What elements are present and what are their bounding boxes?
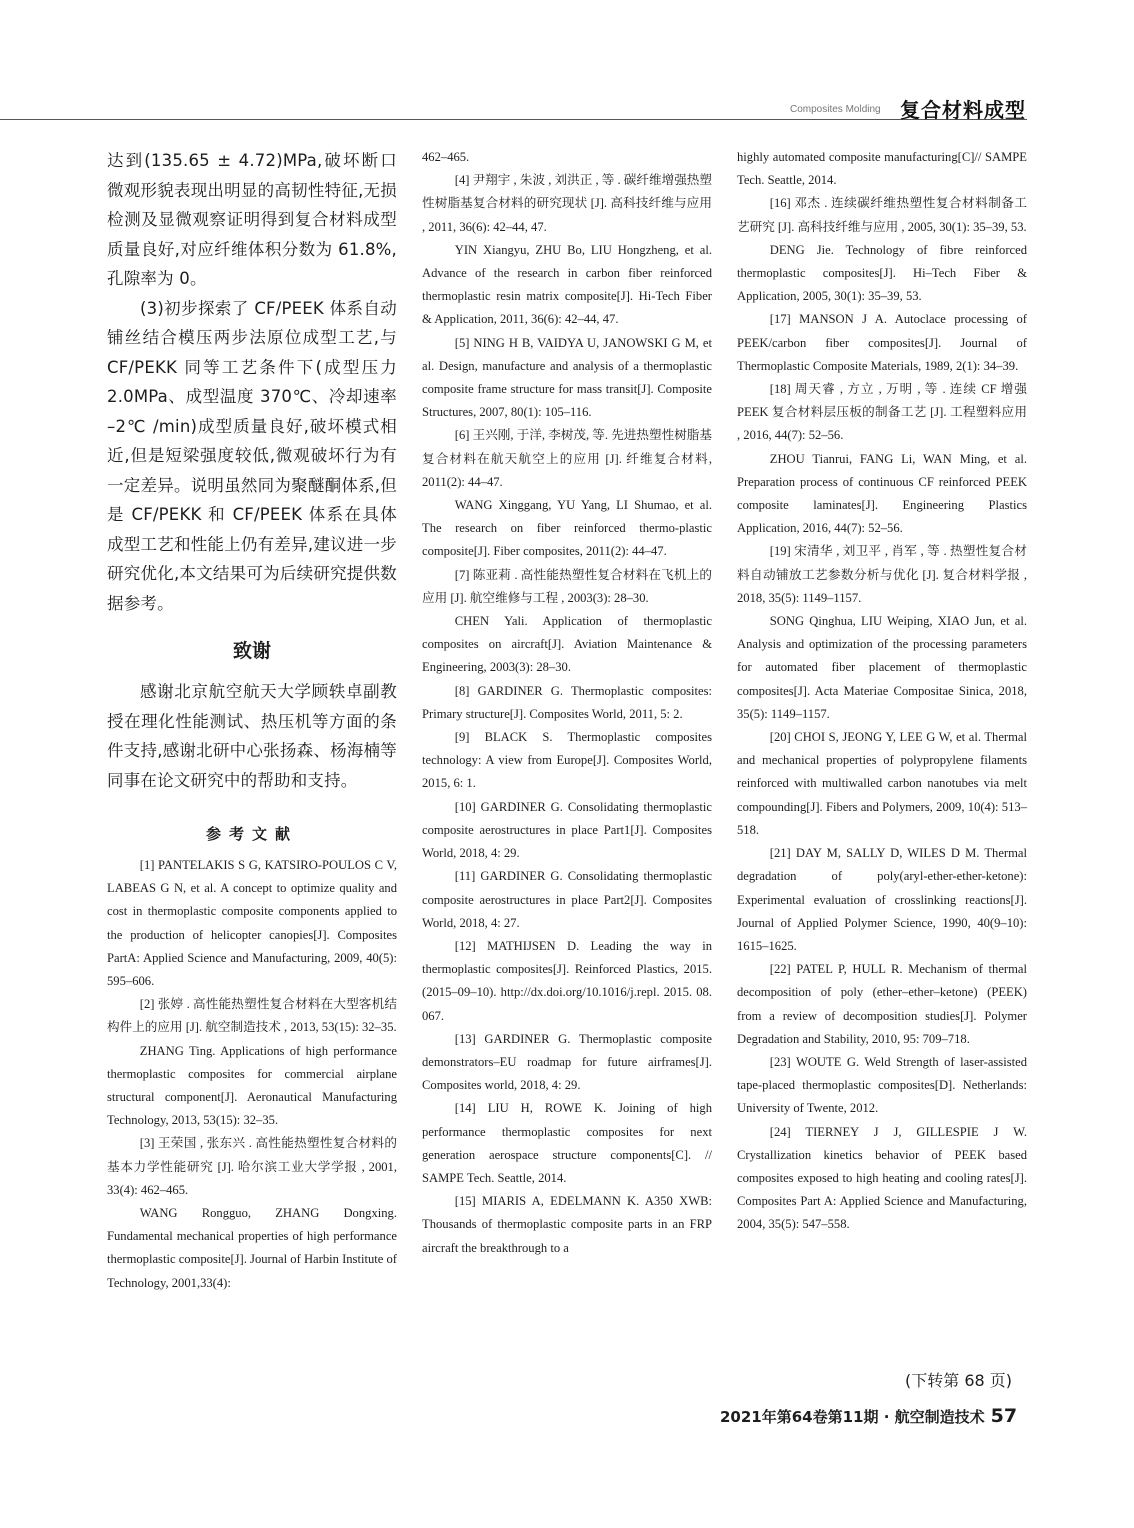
reference-entry: ZHANG Ting. Applications of high performance thermoplastic composites for commercial airplane structural component[J]. Aeronautical Manufacturing Technology, 2013, 53(15): 32–35. (107, 1043, 397, 1128)
reference-entry: [20] CHOI S, JEONG Y, LEE G W, et al. Thermal and mechanical properties of polypropylene filaments reinforced with multiwalled carbon nanotubes via melt compounding[J]. Fibers and Polymers, 2009, 10(4): 513–518. (737, 730, 1027, 837)
reference-entry: [14] LIU H, ROWE K. Joining of high performance thermoplastic composites for next generation aerospace structure components[C]. // SAMPE Tech. Seattle, 2014. (422, 1101, 712, 1185)
reference-entry: [19] 宋清华 , 刘卫平 , 肖军 , 等 . 热塑性复合材料自动铺放工艺参数分析与优化 [J]. 复合材料学报 , 2018, 35(5): 1149–1157. (737, 544, 1027, 605)
journal-name-en: Composites Molding (790, 104, 881, 115)
reference-entry: DENG Jie. Technology of fibre reinforced thermoplastic composites[J]. Hi–Tech Fiber & Application, 2005, 30(1): 35–39, 53. (737, 242, 1027, 304)
reference-entry: [2] 张婷 . 高性能热塑性复合材料在大型客机结构件上的应用 [J]. 航空制造技术 , 2013, 53(15): 32–35. (107, 997, 397, 1035)
page-number: 57 (990, 1405, 1018, 1427)
reference-entry: [5] NING H B, VAIDYA U, JANOWSKI G M, et al. Design, manufacture and analysis of a thermoplastic composite frame structure for mass transit[J]. Composite Structures, 2007, 80(1): 105–116. (422, 335, 712, 420)
column-2 (422, 146, 712, 1260)
reference-entry: [15] MIARIS A, EDELMANN K. A350 XWB: Thousands of thermoplastic composite parts in an FRP aircraft the breakthrough to a (422, 1194, 712, 1255)
reference-entry: [21] DAY M, SALLY D, WILES D M. Thermal degradation of poly(aryl-ether-ether-ketone): Experimental evaluation of crosslinking reactions[J]. Journal of Applied Polymer Science, 1990, 40(9–10): 1615–1625. (737, 846, 1027, 953)
reference-entry: 462–465. (422, 150, 470, 164)
conclusion-paragraph-2: (3)初步探索了 CF/PEEK 体系自动铺丝结合模压两步法原位成型工艺,与 CF/PEKK 同等工艺条件下(成型压力 2.0MPa、成型温度 370℃、冷却速率 –2℃ /min)成型质量良好,破坏模式相近,但是短梁强度较低,微观破坏行为有一定差异。说明虽然同为聚醚酮体系,但是 CF/PEKK 和 CF/PEEK 体系在具体成型工艺和性能上仍有差异,建议进一步研究优化,本文结果可为后续研究提供数据参考。 (107, 298, 397, 613)
reference-entry: highly automated composite manufacturing[C]// SAMPE Tech. Seattle, 2014. (737, 150, 1027, 188)
reference-entry: [3] 王荣国 , 张东兴 . 高性能热塑性复合材料的基本力学性能研究 [J]. 哈尔滨工业大学学报 , 2001, 33(4): 462–465. (107, 1136, 397, 1197)
reference-entry: [9] BLACK S. Thermoplastic composites technology: A view from Europe[J]. Composites World, 2015, 6: 1. (422, 730, 712, 791)
journal-name-cn: 复合材料成型 (900, 98, 1026, 122)
column-3 (737, 146, 1027, 1237)
reference-entry: [7] 陈亚莉 . 高性能热塑性复合材料在飞机上的应用 [J]. 航空维修与工程 , 2003(3): 28–30. (422, 567, 712, 605)
reference-entry: [13] GARDINER G. Thermoplastic composite demonstrators–EU roadmap for future airframes[J]. Composites world, 2018, 4: 29. (422, 1031, 712, 1093)
header-rule (0, 119, 1027, 120)
reference-entry: [16] 邓杰 . 连续碳纤维热塑性复合材料制备工艺研究 [J]. 高科技纤维与应用 , 2005, 30(1): 35–39, 53. (737, 196, 1027, 234)
reference-entry: [18] 周天睿 , 方立 , 万明 , 等 . 连续 CF 增强 PEEK 复合材料层压板的制备工艺 [J]. 工程塑料应用 , 2016, 44(7): 52–56. (737, 382, 1027, 443)
reference-entry: [24] TIERNEY J J, GILLESPIE J W. Crystallization kinetics behavior of PEEK based composites exposed to high heating and cooling rates[J]. Composites Part A: Applied Science and Manufacturing, 2004, 35(5): 547–558. (737, 1124, 1027, 1232)
reference-entry: WANG Rongguo, ZHANG Dongxing. Fundamental mechanical properties of high performance thermoplastic composite[J]. Journal of Harbin Institute of Technology, 2001,33(4): (107, 1206, 397, 1290)
reference-entry: [12] MATHIJSEN D. Leading the way in thermoplastic composites[J]. Reinforced Plastics, 2015.(2015–09–10). http://dx.doi.org/10.1016/j.repl. 2015. 08. 067. (422, 938, 712, 1023)
issue-info: 2021年第64卷第11期 · 航空制造技术 (720, 1408, 985, 1426)
reference-entry: [10] GARDINER G. Consolidating thermoplastic composite aerostructures in place Part1[J]. Composites World, 2018, 4: 29. (422, 799, 712, 861)
column-1 (107, 146, 397, 1295)
references-title: 参考文献 (205, 825, 298, 843)
reference-entry: CHEN Yali. Application of thermoplastic composites on aircraft[J]. Aviation Maintenance & Engineering, 2003(3): 28–30. (422, 614, 712, 675)
reference-entry: [6] 王兴刚, 于洋, 李树茂, 等. 先进热塑性树脂基复合材料在航天航空上的应用 [J]. 纤维复合材料, 2011(2): 44–47. (422, 428, 712, 489)
acknowledgement-title: 致谢 (232, 640, 271, 662)
reference-entry: [11] GARDINER G. Consolidating thermoplastic composite aerostructures in place Part2[J]. Composites World, 2018, 4: 27. (422, 869, 712, 930)
reference-entry: WANG Xinggang, YU Yang, LI Shumao, et al. The research on fiber reinforced thermo-plastic composite[J]. Fiber composites, 2011(2): 44–47. (422, 498, 712, 559)
reference-entry: [17] MANSON J A. Autoclace processing of PEEK/carbon fiber composites[J]. Journal of Thermoplastic Composite Materials, 1989, 2(1): 34–39. (737, 312, 1027, 373)
continued-note: (下转第 68 页) (905, 1371, 1013, 1390)
reference-entry: [8] GARDINER G. Thermoplastic composites: Primary structure[J]. Composites World, 2011, 5: 2. (422, 683, 712, 721)
reference-entry: YIN Xiangyu, ZHU Bo, LIU Hongzheng, et al. Advance of the research in carbon fiber reinforced thermoplastic resin matrix composite[J]. Hi-Tech Fiber & Application, 2011, 36(6): 42–44, 47. (422, 242, 712, 327)
reference-entry: [1] PANTELAKIS S G, KATSIRO-POULOS C V, LABEAS G N, et al. A concept to optimize quality and cost in thermoplastic composite components applied to the production of helicopter canopies[J]. Composites PartA: Applied Science and Manufacturing, 2009, 40(5): 595–606. (107, 858, 397, 989)
reference-entry: ZHOU Tianrui, FANG Li, WAN Ming, et al. Preparation process of continuous CF reinforced PEEK composite laminates[J]. Engineering Plastics Application, 2016, 44(7): 52–56. (737, 451, 1027, 536)
page-footer (720, 1405, 1017, 1427)
reference-entry: [23] WOUTE G. Weld Strength of laser-assisted tape-placed thermoplastic composites[D]. Netherlands: University of Twente, 2012. (737, 1054, 1027, 1116)
conclusion-paragraph-1: 达到(135.65 ± 4.72)MPa,破坏断口微观形貌表现出明显的高韧性特征,无损检测及显微观察证明得到复合材料成型质量良好,对应纤维体积分数为 61.8%,孔隙率为 0。 (107, 151, 397, 288)
reference-entry: [22] PATEL P, HULL R. Mechanism of thermal decomposition of poly (ether–ether–ketone) (PEEK) from a review of decomposition studies[J]. Polymer Degradation and Stability, 2010, 95: 709–718. (737, 962, 1027, 1046)
acknowledgement-text: 感谢北京航空航天大学顾轶卓副教授在理化性能测试、热压机等方面的条件支持,感谢北研中心张扬森、杨海楠等同事在论文研究中的帮助和支持。 (107, 682, 397, 790)
reference-entry: [4] 尹翔宇 , 朱波 , 刘洪正 , 等 . 碳纤维增强热塑性树脂基复合材料的研究现状 [J]. 高科技纤维与应用 , 2011, 36(6): 42–44, 47. (422, 173, 712, 234)
reference-entry: SONG Qinghua, LIU Weiping, XIAO Jun, et al. Analysis and optimization of the processing parameters for automated fiber placement of thermoplastic composites[J]. Acta Materiae Compositae Sinica, 2018, 35(5): 1149–1157. (737, 614, 1027, 721)
